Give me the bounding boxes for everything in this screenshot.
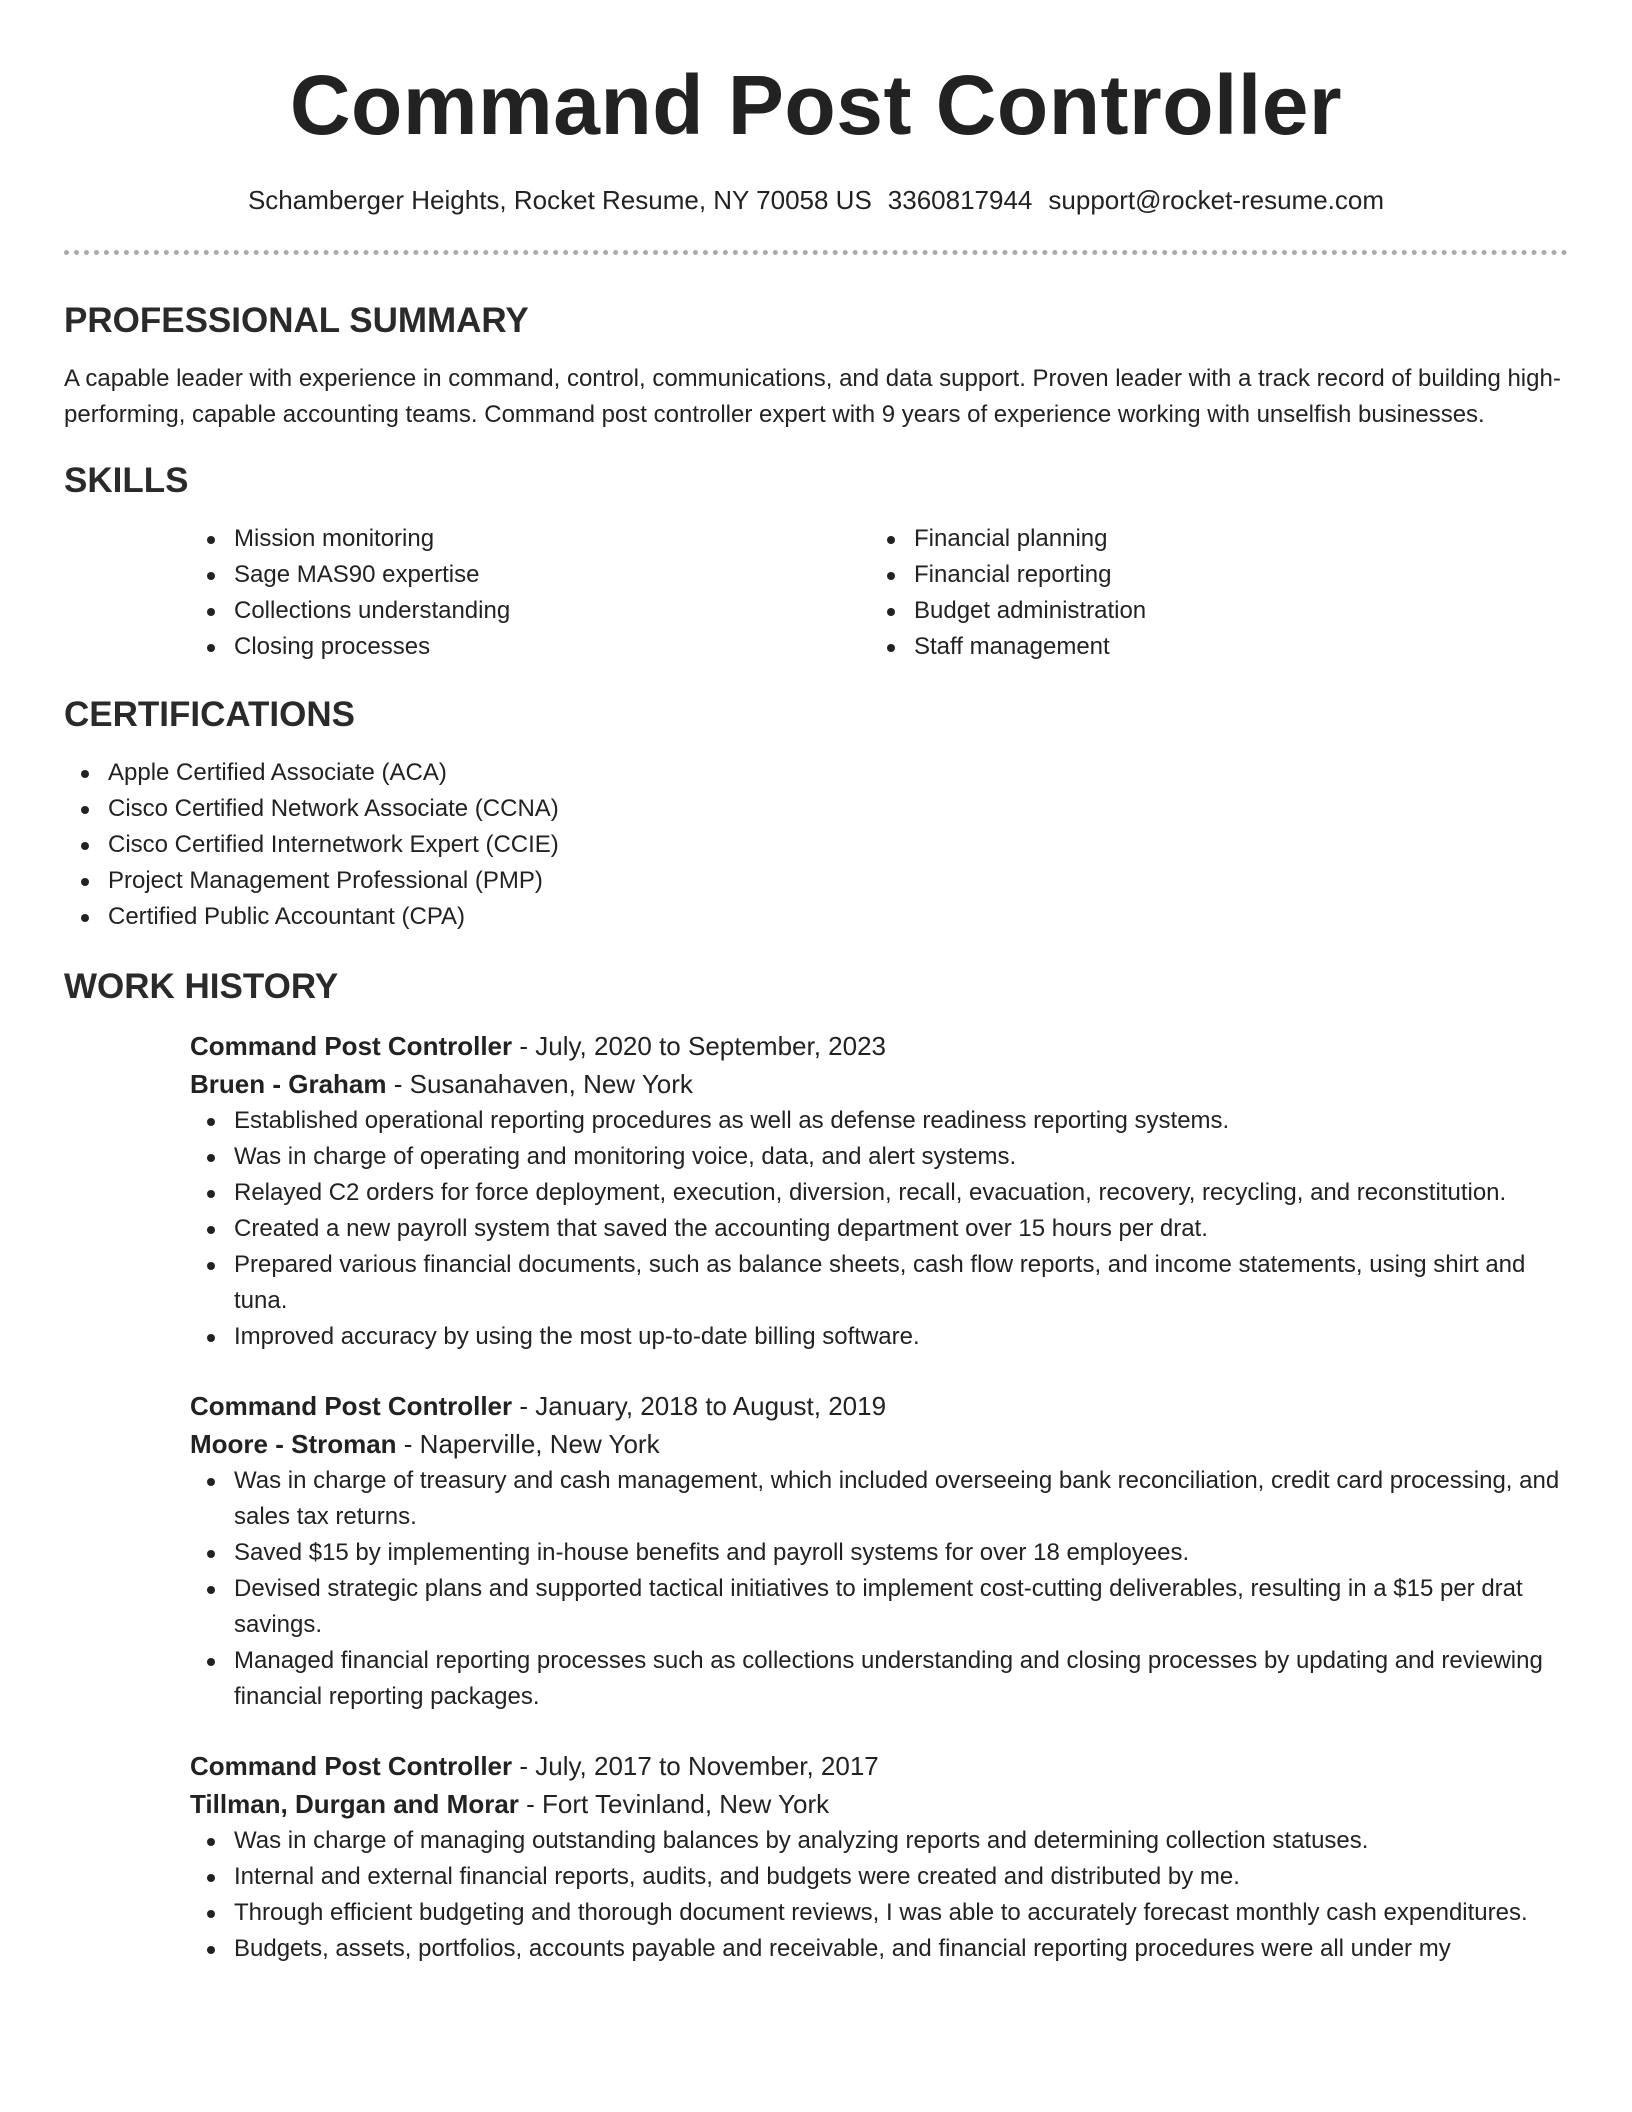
list-item: Saved $15 by implementing in-house benefits and payroll systems for over 18 employees. bbox=[234, 1535, 1568, 1571]
list-item: Mission monitoring bbox=[234, 521, 870, 557]
skills-column-left bbox=[190, 521, 870, 665]
list-item: Was in charge of treasury and cash management, which included overseeing bank reconciliation, credit card processing, and sales tax returns. bbox=[234, 1463, 1568, 1535]
job-location: - Fort Tevinland, New York bbox=[518, 1789, 830, 1819]
list-item: Certified Public Accountant (CPA) bbox=[108, 899, 1568, 935]
job-company: Moore - Stroman bbox=[190, 1429, 397, 1459]
list-item: Collections understanding bbox=[234, 593, 870, 629]
list-item: Cisco Certified Internetwork Expert (CCIE) bbox=[108, 827, 1568, 863]
skills-list-left bbox=[190, 521, 870, 665]
job-company-line bbox=[190, 1425, 1568, 1463]
list-item: Closing processes bbox=[234, 629, 870, 665]
skills-list-right bbox=[870, 521, 1550, 665]
list-item: Was in charge of managing outstanding balances by analyzing reports and determining collection statuses. bbox=[234, 1823, 1568, 1859]
list-item: Project Management Professional (PMP) bbox=[108, 863, 1568, 899]
job-company-line bbox=[190, 1065, 1568, 1103]
header-divider bbox=[64, 250, 1568, 255]
skills-section bbox=[64, 459, 1568, 665]
list-item: Prepared various financial documents, such as balance sheets, cash flow reports, and income statements, using shirt and tuna. bbox=[234, 1247, 1568, 1319]
job-company-line bbox=[190, 1785, 1568, 1823]
list-item: Cisco Certified Network Associate (CCNA) bbox=[108, 791, 1568, 827]
work-section bbox=[64, 965, 1568, 1967]
list-item: Financial planning bbox=[914, 521, 1550, 557]
list-item: Through efficient budgeting and thorough document reviews, I was able to accurately forecast monthly cash expenditures. bbox=[234, 1895, 1568, 1931]
work-heading: WORK HISTORY bbox=[64, 967, 339, 1006]
list-item: Apple Certified Associate (ACA) bbox=[108, 755, 1568, 791]
job-location: - Susanahaven, New York bbox=[386, 1069, 693, 1099]
job-title-line bbox=[190, 1387, 1568, 1425]
job-entry bbox=[190, 1027, 1568, 1355]
contact-email: support@rocket-resume.com bbox=[1048, 185, 1385, 215]
list-item: Staff management bbox=[914, 629, 1550, 665]
job-entry bbox=[190, 1747, 1568, 1967]
summary-heading: PROFESSIONAL SUMMARY bbox=[64, 301, 529, 340]
certifications-heading: CERTIFICATIONS bbox=[64, 695, 356, 734]
job-dates: - July, 2020 to September, 2023 bbox=[512, 1031, 887, 1061]
list-item: Internal and external financial reports, audits, and budgets were created and distributed by me. bbox=[234, 1859, 1568, 1895]
list-item: Relayed C2 orders for force deployment, execution, diversion, recall, evacuation, recovery, recycling, and reconstitution. bbox=[234, 1175, 1568, 1211]
job-dates: - July, 2017 to November, 2017 bbox=[512, 1751, 879, 1781]
contact-phone: 3360817944 bbox=[887, 185, 1033, 215]
resume-name: Command Post Controller bbox=[289, 58, 1343, 152]
resume-page bbox=[64, 0, 1568, 1967]
summary-section bbox=[64, 299, 1568, 433]
contact-address: Schamberger Heights, Rocket Resume, NY 70058 US bbox=[247, 185, 872, 215]
certifications-section bbox=[64, 693, 1568, 935]
contact-line bbox=[64, 182, 1568, 218]
list-item: Devised strategic plans and supported tactical initiatives to implement cost-cutting deliverables, resulting in a $15 per drat savings. bbox=[234, 1571, 1568, 1643]
list-item: Budgets, assets, portfolios, accounts payable and receivable, and financial reporting procedures were all under my bbox=[234, 1931, 1568, 1967]
skills-grid bbox=[190, 521, 1568, 665]
job-bullets bbox=[190, 1103, 1568, 1355]
job-title: Command Post Controller bbox=[190, 1391, 513, 1421]
job-title-line bbox=[190, 1747, 1568, 1785]
list-item: Established operational reporting procedures as well as defense readiness reporting systems. bbox=[234, 1103, 1568, 1139]
certifications-list bbox=[64, 755, 1568, 935]
list-item: Created a new payroll system that saved the accounting department over 15 hours per drat. bbox=[234, 1211, 1568, 1247]
job-dates: - January, 2018 to August, 2019 bbox=[512, 1391, 887, 1421]
job-company: Bruen - Graham bbox=[190, 1069, 387, 1099]
list-item: Managed financial reporting processes such as collections understanding and closing processes by updating and reviewing financial reporting packages. bbox=[234, 1643, 1568, 1715]
summary-text: A capable leader with experience in command, control, communications, and data support. Proven leader with a track record of building high-performing, capable accounting teams. Command post controller expert with 9 years of experience working with unselfish businesses. bbox=[64, 365, 1561, 428]
job-title: Command Post Controller bbox=[190, 1751, 513, 1781]
list-item: Sage MAS90 expertise bbox=[234, 557, 870, 593]
job-title-line bbox=[190, 1027, 1568, 1065]
skills-column-right bbox=[870, 521, 1550, 665]
job-location: - Naperville, New York bbox=[396, 1429, 660, 1459]
list-item: Improved accuracy by using the most up-to-date billing software. bbox=[234, 1319, 1568, 1355]
job-bullets bbox=[190, 1463, 1568, 1715]
list-item: Budget administration bbox=[914, 593, 1550, 629]
list-item: Was in charge of operating and monitoring voice, data, and alert systems. bbox=[234, 1139, 1568, 1175]
skills-heading: SKILLS bbox=[64, 461, 189, 500]
job-bullets bbox=[190, 1823, 1568, 1967]
list-item: Financial reporting bbox=[914, 557, 1550, 593]
job-title: Command Post Controller bbox=[190, 1031, 513, 1061]
job-entry bbox=[190, 1387, 1568, 1715]
job-company: Tillman, Durgan and Morar bbox=[190, 1789, 519, 1819]
